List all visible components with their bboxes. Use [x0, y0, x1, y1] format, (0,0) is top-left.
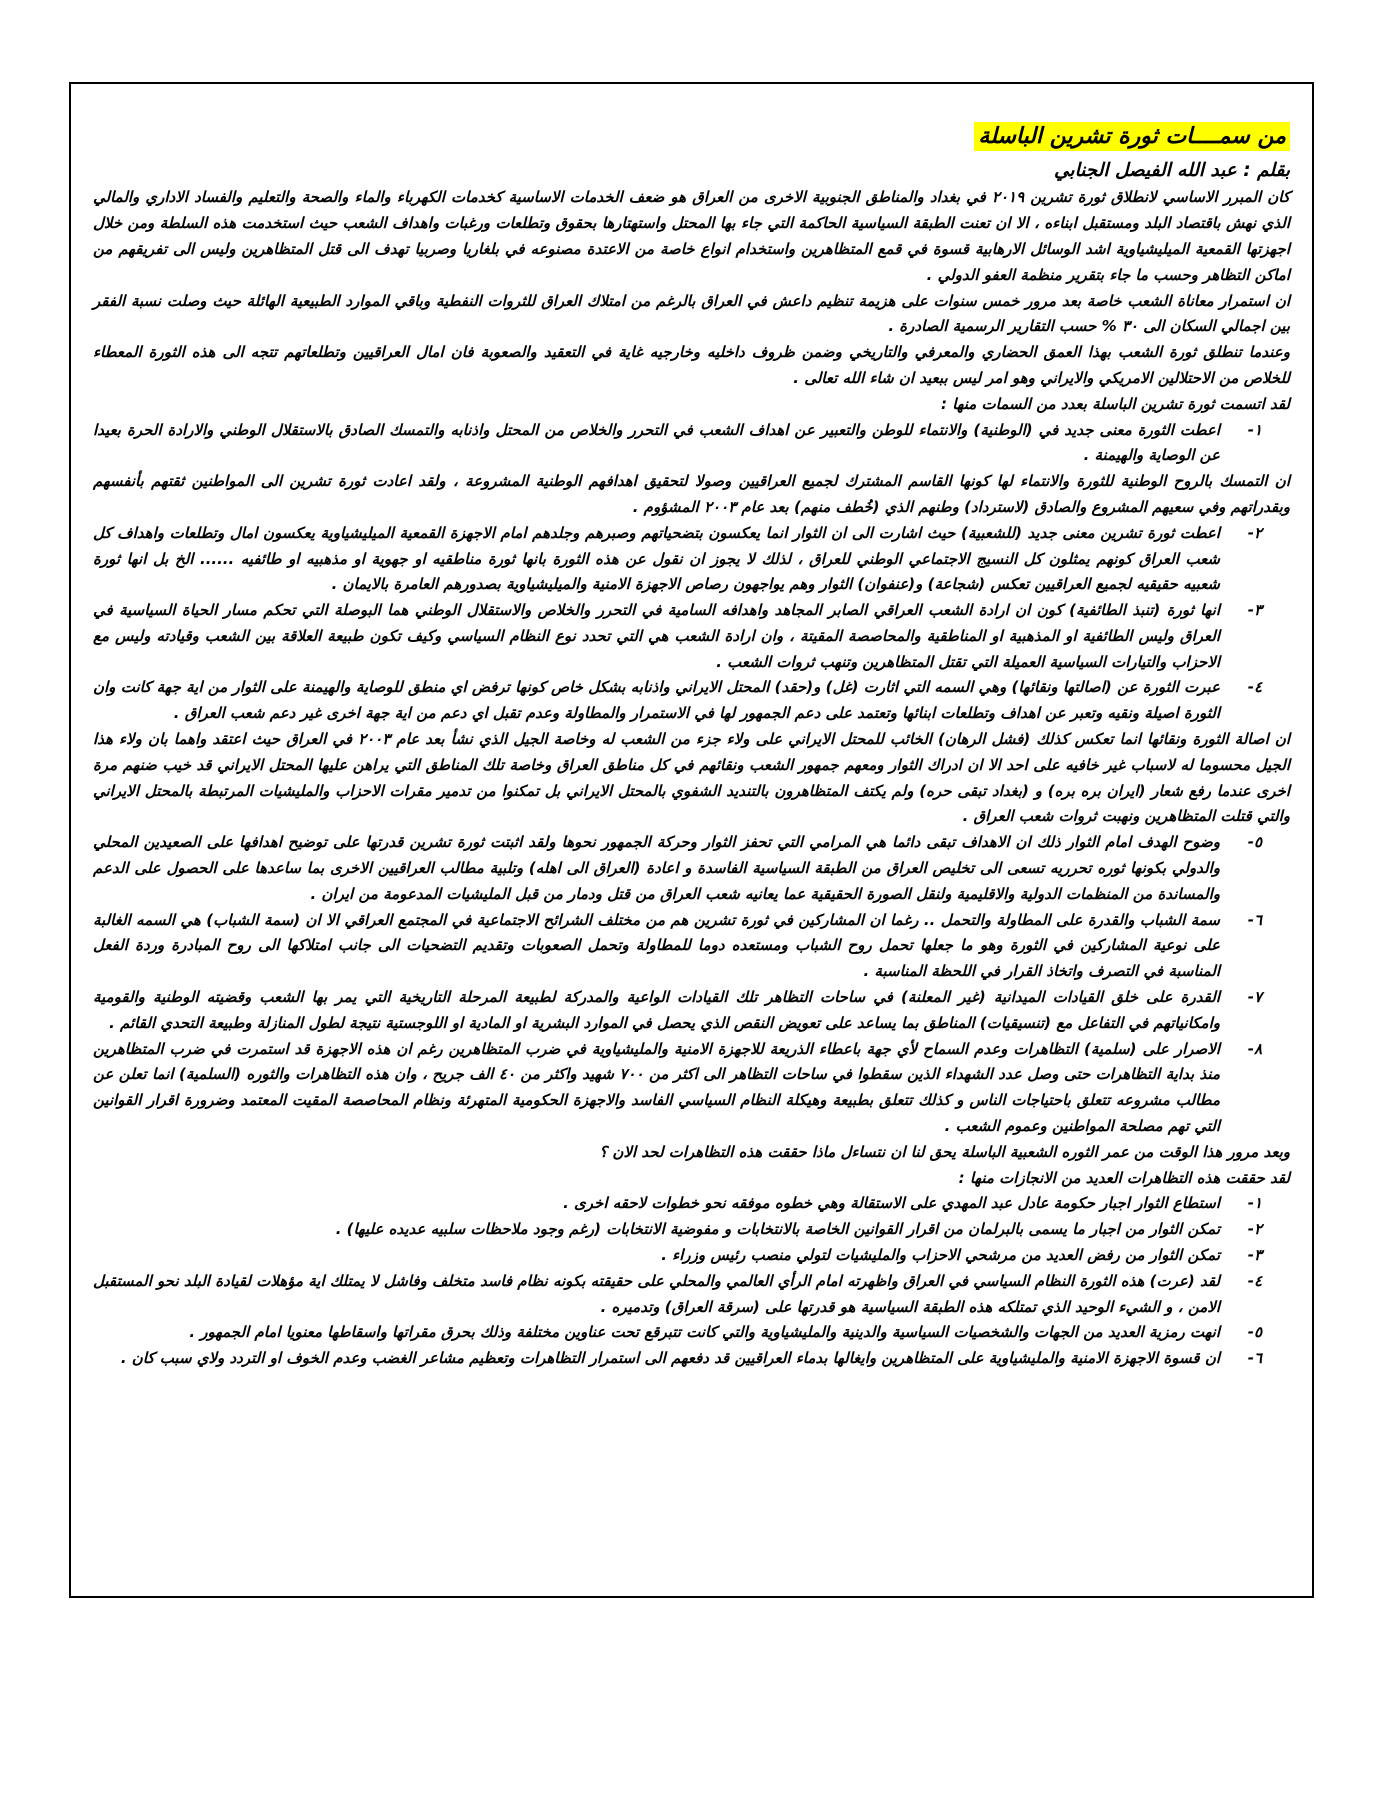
question-paragraph: وبعد مرور هذا الوقت من عمر الثوره الشعبية الباسلة يحق لنا ان نتساءل ماذا حققت هذه التظاهرات لحد الان ؟: [599, 1142, 1290, 1161]
intro-paragraph: ان استمرار معاناة الشعب خاصة بعد مرور خمس سنوات على هزيمة تنظيم داعش في العراق بالرغم من امتلاك العراق للثروات النفطية وباقي الموارد الطبيعية الهائلة حيث وصلت نسبة الفقر بين اجمالي السكان الى ٣٠ % حسب التقارير الرسمية الصادرة .: [93, 291, 1290, 336]
achievement-item: [93, 1269, 1262, 1321]
achievement-number: ٣-: [1247, 1246, 1262, 1265]
feature-item: [93, 418, 1262, 470]
achievements-list: [93, 1191, 1290, 1372]
feature-item: [93, 521, 1262, 598]
achievement-number: ٥-: [1247, 1323, 1262, 1342]
features-list: [93, 521, 1290, 727]
achievement-text: تمكن الثوار من اجبار ما يسمى بالبرلمان من اقرار القوانين الخاصة بالانتخابات و مفوضية الانتخابات (رغم وجود ملاحظات سلبيه عديده عليها) .: [335, 1220, 1220, 1239]
achievement-number: ٢-: [1247, 1220, 1262, 1239]
features-list: [93, 830, 1290, 1140]
feature-item: [93, 985, 1262, 1037]
intro-paragraph: وعندما تنطلق ثورة الشعب بهذا العمق الحضاري والمعرفي والتاريخي وضمن ظروف داخليه وخارجيه غاية في التعقيد والصعوبة فان امال العراقيين وتطلعاتهم تتجه الى هذه الثورة المعطاء للخلاص من الاحتلالين الامريكي والايراني وهو امر ليس ببعيد ان شاء الله تعالى .: [93, 343, 1290, 387]
body-paragraph: ان التمسك بالروح الوطنية للثورة والانتماء لها كونها القاسم المشترك لجميع العراقيين وصولا لتحقيق اهدافهم الوطنية المشروعة ، ولقد اعادت ثورة تشرين الى المواطنين ثقتهم بأنفسهم وبقدراتهم وفي سعيهم المشروع والصادق (لاسترداد) وطنهم الذي (خُطف منهم) بعد عام ٢٠٠٣ المشؤوم .: [93, 472, 1290, 516]
feature-text: وضوح الهدف امام الثوار ذلك ان الاهداف تبقى دائما هي المرامي التي تحفز الثوار وحركة الجمهور نحوها ولقد اثبتت ثورة تشرين قدرتها على توضيح اهدافها على الصعيدين المحلي والدولي بكونها ثوره تحرريه تسعى الى تخليص العراق من الطبقة السياسية الفاسدة و اعادة (العراق الى اهله) وتلبية مطالب العراقيين الاخرى بما ساعدها على الحصول على الدعم والمساندة من المنظمات الدولية والاقليمية ولنقل الصورة الحقيقية عما يعانيه شعب العراق من قتل ودمار من قبل المليشيات المدعومة من ايران .: [93, 833, 1220, 903]
feature-text: اعطت الثورة معنى جديد في (الوطنية) والانتماء للوطن والتعبير عن اهداف الشعب في التحرر والخلاص من المحتل واذنابه والتمسك الصادق بالاستقلال الوطني والارادة الحرة بعيدا عن الوصاية والهيمنة .: [93, 420, 1220, 465]
achievement-item: [93, 1320, 1262, 1346]
feature-text: انها ثورة (تنبذ الطائفية) كون ان ارادة الشعب العراقي الصابر المجاهد واهدافه السامية في التحرر والخلاص والاستقلال الوطني هما البوصلة التي تحكم مسار الحياة السياسية في العراق وليس الطائفية او المذهبية او المناطقية والمحاصصة المقيتة ، وان ارادة الشعب هي التي تحدد نوع النظام السياسي وكيف تكون طبيعة العلاقة بين الشعب وقيادته وليس مع الاحزاب والتيارات السياسية العميلة التي تقتل المتظاهرين وتنهب ثروات الشعب .: [93, 601, 1220, 671]
achievement-item: [93, 1191, 1262, 1217]
feature-number: ٧-: [1247, 988, 1262, 1007]
achievement-text: لقد (عرت) هذه الثورة النظام السياسي في العراق واظهرته امام الرأي العالمي والمحلي على حقيقته بكونه نظام فاسد متخلف وفاشل لا يمتلك اية مؤهلات لقيادة البلد نحو المستقبل الامن ، و الشيء الوحيد الذي تمتلكه هذه الطبقة السياسية هو قدرتها على (سرقة العراق) وتدميره .: [93, 1271, 1220, 1316]
feature-number: ٥-: [1247, 833, 1262, 852]
achievement-number: ٤-: [1247, 1271, 1262, 1290]
features-lead: لقد اتسمت ثورة تشرين الباسلة بعدد من السمات منها :: [941, 394, 1290, 413]
feature-text: القدرة على خلق القيادات الميدانية (غير المعلنة) في ساحات التظاهر تلك القيادات الواعية والمدركة لطبيعة المرحلة التاريخية التي يمر بها الشعب وقضيته الوطنية والقومية وامكانياتهم في التفاعل مع (تنسيقيات) المناطق بما يساعد على تعويض النقص الذي يحصل في الموارد البشرية او المادية او اللوجستية نتيجة لطول المنازلة وطبيعة التحدي القائم .: [93, 988, 1220, 1032]
achievement-item: [93, 1243, 1262, 1269]
feature-text: سمة الشباب والقدرة على المطاولة والتحمل .. رغما ان المشاركين في ثورة تشرين هم من مختلف الشرائح الاجتماعية في المجتمع العراقي الا ان (سمة الشباب) هي السمه الغالبة على نوعية المشاركين في الثورة وهو ما جعلها تحمل روح الشباب ومستعده دوما للمطاولة وتحمل الصعوبات وتقديم التضحيات الى جانب امتلاكها الى روح المبادرة وردة الفعل المناسبة في التصرف واتخاذ القرار في اللحظة المناسبة .: [93, 910, 1220, 981]
achievement-text: استطاع الثوار اجبار حكومة عادل عبد المهدي على الاستقالة وهي خطوه موفقه نحو خطوات لاحقه اخرى .: [563, 1194, 1220, 1213]
intro-paragraph: كان المبرر الاساسي لانطلاق ثورة تشرين ٢٠١٩ في بغداد والمناطق الجنوبية الاخرى من العراق هو ضعف الخدمات الاساسية كخدمات الكهرباء والماء والصحة والتعليم والفساد الاداري والمالي الذي نهش باقتصاد البلد ومستقبل ابناءه ، الا ان تعنت الطبقة السياسية الحاكمة التي جاء بها المحتل واستهتارها بحقوق وتطلعات ورغبات واهداف الشعب حيث استخدمت هذه السلطة ومن خلال اجهزتها القمعية الميليشياوية اشد الوسائل الارهابية قسوة في قمع المتظاهرين واستخدام انواع خاصة من الاعتدة مصنوعه في بلغاريا وصربيا تهدف الى قتل المتظاهرين وليس الى تفريقهم من اماكن التظاهر وحسب ما جاء بتقرير منظمة العفو الدولي .: [93, 188, 1290, 284]
achievements-lead: لقد حققت هذه التظاهرات العديد من الانجازات منها :: [958, 1168, 1290, 1187]
feature-number: ١-: [1247, 420, 1262, 439]
achievement-number: ١-: [1247, 1194, 1262, 1213]
achievement-text: انهت رمزية العديد من الجهات والشخصيات السياسية والدينية والمليشياوية والتي كانت تتبرقع تحت عناوين مختلفة وذلك بحرق مقراتها واسقاطها معنويا امام الجمهور .: [189, 1323, 1220, 1342]
feature-item: [93, 1037, 1262, 1140]
achievement-item: [93, 1346, 1262, 1372]
feature-number: ٣-: [1247, 601, 1262, 620]
achievement-text: ان قسوة الاجهزة الامنية والمليشياوية على المتظاهرين وايغالها بدماء العراقيين قد دفعهم الى استمرار التظاهرات وتعظيم مشاعر الغضب وعدم الخوف او التردد ولاي سبب كان .: [120, 1349, 1220, 1368]
feature-text: اعطت ثورة تشرين معنى جديد (للشعبية) حيث اشارت الى ان الثوار انما يعكسون بتضحياتهم وصبرهم وجلدهم امام الاجهزة القمعية الميليشياوية يعكسون امال وتطلعات واهداف كل شعب العراق كونهم يمثلون كل النسيج الاجتماعي الوطني للعراق ، لذلك لا يجوز ان نقول عن هذه الثورة بانها ثورة مناطقيه او جهوية او مذهبيه او طائفيه ...... الخ بل انها ثورة شعبيه حقيقيه لجميع العراقيين تعكس (شجاعة) و(عنفوان) الثوار وهم يواجهون رصاص الاجهزة الامنية والميليشياوية بصدورهم العامرة بالايمان .: [93, 523, 1220, 594]
feature-number: ٨-: [1247, 1039, 1262, 1058]
feature-item: [93, 830, 1262, 907]
achievement-number: ٦-: [1247, 1349, 1262, 1368]
title-wrap: [93, 122, 1290, 151]
achievement-item: [93, 1217, 1262, 1243]
features-list: [93, 418, 1290, 470]
feature-number: ٦-: [1247, 910, 1262, 929]
body-paragraph: ان اصالة الثورة ونقائها انما تعكس كذلك (فشل الرهان) الخائب للمحتل الايراني على ولاء جزء من الشعب له وخاصة الجيل الذي نشأ بعد عام ٢٠٠٣ في العراق حيث اعتقد واهما بان ولاء هذا الجيل محسوما له لاسباب غير خافيه على احد الا ان ادراك الثوار ومعهم جمهور الشعب ونقائهم في كل مناطق العراق وخاصة تلك المناطق التي يراهن عليها المحتل الايراني قد خيب ضنهم مرة اخرى عندما رفع شعار (ايران بره بره) و (بغداد تبقى حره) ولم يكتف المتظاهرون بالتنديد الشفوي بالمحتل الايراني بل تمكنوا من تدمير مقرات الاحزاب والمليشيات المرتبطة بالمحتل الايراني والتي قتلت المتظاهرين ونهبت ثروات شعب العراق .: [93, 730, 1291, 826]
feature-item: [93, 675, 1262, 727]
feature-item: [93, 908, 1262, 985]
feature-text: عبرت الثورة عن (اصالتها ونقائها) وهي السمه التي اثارت (غل) و(حقد) المحتل الايراني واذنابه بشكل خاص كونها ترفض اي منطق للوصاية والهيمنة على الثوار من اية جهة كانت وان الثورة اصيلة ونقيه وتعبر عن اهداف وتطلعات ابنائها وتعتمد على دعم الجمهور لها في الاستمرار والمطاولة وعدم تقبل اي دعم من اية جهة اخرى غير دعم شعب العراق .: [93, 678, 1220, 723]
feature-number: ٢-: [1247, 523, 1262, 542]
feature-number: ٤-: [1247, 678, 1262, 697]
feature-item: [93, 598, 1262, 675]
article-author: بقلم : عبد الله الفيصل الجنابي: [1054, 160, 1290, 182]
document-frame: [69, 82, 1314, 1598]
feature-text: الاصرار على (سلمية) التظاهرات وعدم السماح لأي جهة باعطاء الذريعة للاجهزة الامنية والمليشياوية في ضرب المتظاهرين رغم ان هذه الاجهزة قد استمرت في ضرب المتظاهرين منذ بداية التظاهرات حتى وصل عدد الشهداء الذين سقطوا في ساحات التظاهر الى اكثر من ٧٠٠ شهيد واكثر من ٤٠ الف جريح ، وان هذه التظاهرات والثوره (السلمية) انما تعلن عن مطالب مشروعه تتعلق باحتياجات الناس و كذلك تتعلق بطبيعة وهيكلة النظام السياسي الفاسد والاجهزة الحكومية المتهرئة ونظام المحاصصة المقيت المعتمد وضرورة اقرار القوانين التي تهم مصلحة المواطنين وعموم الشعب .: [93, 1039, 1220, 1136]
article-title: من سمــــات ثورة تشرين الباسلة: [974, 122, 1290, 151]
achievement-text: تمكن الثوار من رفض العديد من مرشحي الاحزاب والمليشيات لتولي منصب رئيس وزراء .: [661, 1246, 1220, 1265]
